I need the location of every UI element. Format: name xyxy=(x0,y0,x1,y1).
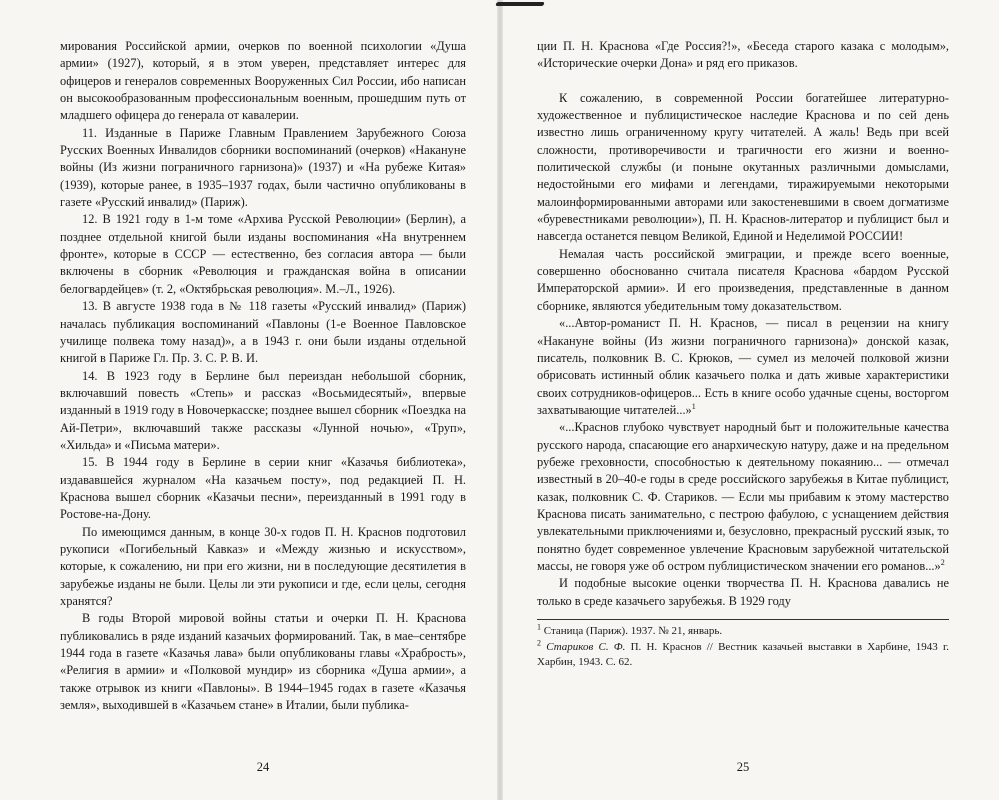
page-number: 25 xyxy=(736,760,750,774)
paragraph: ции П. Н. Краснова «Где Россия?!», «Беседа старого казака с молодым», «Исторические очерки Дона» и ряд его приказов. xyxy=(537,39,949,71)
footnote-marker: 2 xyxy=(940,557,945,567)
paragraph: В годы Второй мировой войны статьи и очерки П. Н. Краснова публиковались в ряде изданий казачьих формирований. Так, в мае–сентябре 1944 года в газете «Казачья лава» были опубликованы главы «Храбрость», «Религия в армии» и «Полковой мундир» из сборника «Душа армии», а также отрывок из книги «Павлоны». В 1944–1945 годах в газете «Казачья земля», выходившей в «Казачьем стане» в Италии, были публика- xyxy=(60,611,466,713)
paragraph: 15. В 1944 году в Берлине в серии книг «Казачья библиотека», издававшейся журналом «На казачьем посту», под редакцией П. Н. Краснова вышел сборник «Казачьи песни», переизданный в 1991 году в Ростове-на-Дону. xyxy=(60,455,466,522)
paragraph: К сожалению, в современной России богатейшее литературно-художественное и публицистическое наследие Краснова и по сей день известно лишь ограниченному кругу читателей. А жаль! Ведь при всей сложности, противоречивости и трагичности его жизни и военно-политической службы (и поныне окутанных различными домыслами, недостойными его мифами и легендами, тиражируемыми некоторыми малоинформированными авторами или закостеневшими в своем догматизме «буревестниками революции»), П. Н. Краснов-литератор и публицист был и навсегда останется певцом Великой, Единой и Неделимой РОССИИ! xyxy=(537,90,949,244)
footnote-author: Стариков С. Ф. xyxy=(546,640,626,653)
footnotes xyxy=(537,619,949,671)
footnote-number: 2 xyxy=(537,637,541,647)
footnote xyxy=(537,637,950,671)
footnote-text: П. Н. Краснов // Вестник казачьей выставки в Харбине, 1943 г. Харбин, 1943. С. 62. xyxy=(537,640,950,668)
paragraph: Немалая часть российской эмиграции, и прежде всего военные, совершенно обоснованно считала писателя Краснова «бардом Русской Императорской армии». И его произведения, представленные в данном сборнике, являются убедительным тому доказательством. xyxy=(537,246,949,313)
footnote-marker: 1 xyxy=(691,401,696,411)
footnote-text: Станица (Париж). 1937. № 21, январь. xyxy=(543,625,723,637)
paragraph: 14. В 1923 году в Берлине был переиздан небольшой сборник, включавший повесть «Степь» и рассказ «Восьмидесятый», впервые изданный в 1919 году в Новочеркасске; позднее вышел сборник «Поездка на Ай-Петри», включавший также рассказы «Лунной ночью», «Труп», «Хильда» и «Письма матери». xyxy=(60,368,466,452)
quote-text: «...Автор-романист П. Н. Краснов, — писал в рецензии на книгу «Накануне войны (Из жизни пограничного гарнизона)» донской казак, писатель, полковник В. С. Крюков, — сумел из мелочей полковой жизни обрисовать истинный облик казачьего полка и дать живые характеристики своих сотрудников-офицеров... Есть в книге особо удачные сцены, восторгом захватывающие читателей...» xyxy=(537,316,949,417)
paragraph: 11. Изданные в Париже Главным Правлением Зарубежного Союза Русских Военных Инвалидов сборники воспоминаний (очерков) «Накануне войны (Из жизни пограничного гарнизона)» (1937) и «На рубеже Китая» (1939), которые ранее, в 1935–1937 годах, были частично опубликованы в газете «Русский инвалид» (Париж). xyxy=(60,125,466,210)
left-page xyxy=(60,38,466,714)
book-gutter xyxy=(497,0,503,800)
paragraph: По имеющимся данным, в конце 30-х годов П. Н. Краснов подготовил рукописи «Погибельный Кавказ» и «Между жизнью и искусством», которые, к сожалению, ни при его жизни, ни в последующие десятилетия в зарубежье изданы не были. Целы ли эти рукописи и где, если целы, сегодня хранятся? xyxy=(60,524,466,608)
quote-text: «...Краснов глубоко чувствует народный быт и положительные качества русского народа, спасающие его анархическую натуру, даже и на предельном рубеже греховности, способностью к деятельному покаянию... — отмечал известный в 20–40-е годы в среде российского зарубежья в Китае публицист, казак, полковник С. Ф. Стариков. — Если мы прибавим к этому мастерство Краснова писать занимательно, с пестрою фабулою, с уснащением действия увлекательными приключениями и, безусловно, прекрасный русский язык, то понятно будет современное увлечение Красновым зарубежной читательской массы, не говоря уже об остром публицистическом значении его романов...» xyxy=(537,420,949,573)
paragraph-quote xyxy=(537,315,949,419)
footnote-number: 1 xyxy=(537,622,541,632)
footnote xyxy=(537,624,949,640)
paragraph-quote xyxy=(537,419,949,575)
paragraph: 13. В августе 1938 года в № 118 газеты «Русский инвалид» (Париж) началась публикация воспоминаний «Павлоны (1-е Военное Павловское училище полвека тому назад)», а в 1943 г. они были изданы отдельной книгой в Париже Гл. Пр. З. С. Р. В. И. xyxy=(60,299,466,366)
paragraph: 12. В 1921 году в 1-м томе «Архива Русской Революции» (Берлин), а позднее отдельной книгой были изданы воспоминания «На внутреннем фронте», которые в СССР — естественно, без согласия автора — были включены в сборник «Революция и гражданская война в описании белогвардейцев» (т. 2, «Октябрьская революция». М.–Л., 1926). xyxy=(60,212,466,296)
page-number: 24 xyxy=(256,760,270,774)
paragraph: мирования Российской армии, очерков по военной психологии «Душа армии» (1927), который, я в этом уверен, представляет интерес для офицеров и генералов современных Вооруженных Сил России, ибо написан он высокообразованным профессиональным военным, прошедшим путь от младшего офицера до генерала от кавалерии. xyxy=(60,39,466,123)
right-page xyxy=(537,38,949,671)
scan-mark xyxy=(495,2,544,6)
paragraph: И подобные высокие оценки творчества П. Н. Краснова давались не только в среде казачьего зарубежья. В 1929 году xyxy=(537,576,949,608)
